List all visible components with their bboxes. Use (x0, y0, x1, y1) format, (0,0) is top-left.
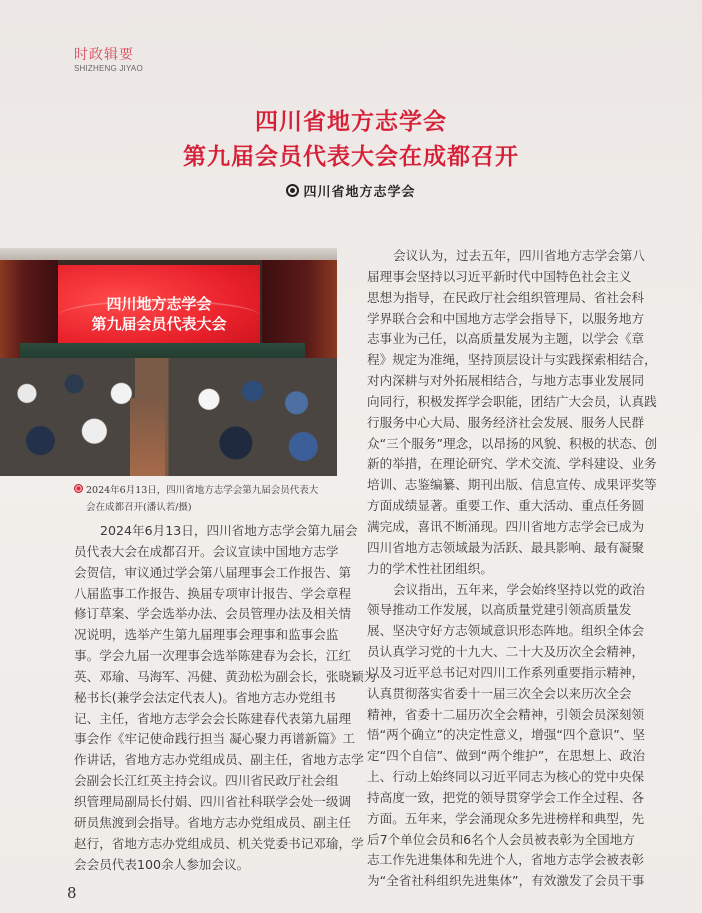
text-line: 织管理局副局长付娟、四川省社科联学会处一级调 (74, 793, 352, 809)
text-line: 对内深耕与对外拓展相结合，与地方志事业发展同 (367, 373, 645, 389)
photo-caption (74, 482, 342, 516)
byline-text: 四川省地方志学会 (303, 185, 416, 200)
text-line: 思想为指导，在民政厅社会组织管理局、省社会科 (367, 289, 645, 305)
text-line: 事会作《牢记使命践行担当 凝心聚力再谱新篇》工 (74, 731, 356, 747)
right-column-text (367, 246, 658, 892)
caption-line2: 会在成都召开(潘认若/摄) (86, 502, 192, 513)
text-line: 研员焦渡到会指导。省地方志办党组成员、副主任 (74, 814, 352, 830)
text-line: 众“三个服务”理念，以昂扬的风貌、积极的状态、创 (367, 435, 658, 451)
text-line: 培训、志鉴编纂、期刊出版、信息宣传、成果评奖等 (367, 477, 657, 493)
text-line: 员代表大会在成都召开。会议宣读中国地方志学 (74, 543, 339, 559)
page-number: 8 (67, 884, 77, 902)
text-line: 后7个单位会员和6名个人会员被表彰为全国地方 (367, 831, 635, 847)
text-line: 悟“两个确立”的决定性意义，增强“四个意识”、坚 (367, 727, 645, 743)
text-line: 志事业为己任，以高质量发展为主题，以学会《章 (367, 331, 645, 347)
section-title-cn: 时政辑要 (74, 47, 134, 63)
text-line: 会议认为，过去五年，四川省地方志学会第八 (393, 248, 645, 263)
screen-text-line2: 第九届会员代表大会 (91, 315, 227, 333)
text-line: 届理事会坚持以习近平新时代中国特色社会主义 (367, 268, 632, 284)
text-line: 八届监事工作报告、换届专项审计报告、学会章程 (74, 585, 352, 601)
text-line: 上、行动上始终同以习近平同志为核心的党中央保 (367, 769, 645, 785)
text-line: 向同行，积极发挥学会职能，团结广大会员，认真践 (367, 393, 657, 409)
text-line: 事。学会九届一次理事会选举陈建春为会长，江红 (74, 648, 352, 664)
text-line: 领导推动工作发展，以高质量党建引领高质量发 (367, 602, 632, 618)
text-line: 新的举措，在理论研究、学术交流、学科建设、业务 (367, 456, 657, 472)
text-line: 力的学术性社团组织。 (367, 560, 493, 576)
caption-bullet-icon (74, 484, 83, 493)
text-line: 认真贯彻落实省委十一届三次全会以来历次全会 (367, 685, 632, 701)
text-line: 学界联合会和中国地方志学会指导下，以服务地方 (367, 310, 645, 326)
left-column-text (74, 521, 377, 875)
text-line: 修订草案、学会选举办法、会员管理办法及相关情 (74, 606, 352, 622)
bullseye-icon (286, 184, 299, 197)
section-title-en: SHIZHENG JIYAO (74, 64, 143, 73)
article-byline (0, 181, 702, 200)
text-line: 方面。五年来，学会涌现众多先进榜样和典型，先 (367, 810, 645, 826)
photo-ceiling (0, 248, 337, 260)
text-line: 2024年6月13日，四川省地方志学会第九届会 (100, 523, 358, 538)
text-line: 秘书长(兼学会法定代表人)。省地方志办党组书 (74, 689, 336, 705)
text-line: 作讲话，省地方志办党组成员、副主任，省地方志学 (74, 752, 364, 768)
text-line: 赵行，省地方志办党组成员、机关党委书记邓瑜，学 (74, 835, 364, 851)
text-line: 行服务中心大局、服务经济社会发展、服务人民群 (367, 414, 645, 430)
text-line: 满完成，喜讯不断涌现。四川省地方志学会已成为 (367, 518, 645, 534)
text-line: 持高度一致，把党的领导贯穿学会工作全过程、各 (367, 789, 645, 805)
text-line: 会议指出，五年来，学会始终坚持以党的政治 (393, 581, 645, 597)
text-line: 况说明，选举产生第九届理事会理事和监事会监 (74, 627, 339, 643)
article-title-line1: 四川省地方志学会 (255, 108, 447, 135)
screen-text-line1: 四川地方志学会 (106, 295, 212, 313)
text-line: 英、邓瑜、马海军、冯健、黄劲松为副会长，张晓颖为 (74, 668, 377, 684)
text-line: 会贺信，审议通过学会第八届理事会工作报告、第 (74, 564, 352, 580)
text-line: 记、主任，省地方志学会会长陈建春代表第九届理 (74, 710, 352, 726)
text-line: 方面成绩显著。重要工作、重大活动、重点任务圆 (367, 498, 645, 514)
photo-red-screen (58, 265, 260, 353)
text-line: 会会员代表100余人参加会议。 (74, 856, 250, 872)
caption-line1: 2024年6月13日，四川省地方志学会第九届会员代表大 (86, 485, 319, 496)
section-header (74, 47, 143, 74)
photo-aisle (130, 398, 165, 476)
text-line: 会副会长江红英主持会议。四川省民政厅社会组 (74, 773, 339, 789)
text-line: 志工作先进集体和先进个人，省地方志学会被表彰 (367, 852, 645, 868)
conference-photo (0, 248, 337, 476)
text-line: 展、坚决守好方志领域意识形态阵地。组织全体会 (367, 623, 645, 639)
text-line: 程》规定为准绳，坚持顶层设计与实践探索相结合， (367, 352, 657, 368)
photo-audience (0, 358, 337, 476)
article-title-line2: 第九届会员代表大会在成都召开 (183, 143, 519, 170)
text-line: 为“全省社科组织先进集体”，有效激发了会员干事 (367, 873, 645, 889)
text-line: 四川省地方志领域最为活跃、最具影响、最有凝聚 (367, 539, 645, 555)
text-line: 定“四个自信”、做到“两个维护”，在思想上、政治 (367, 748, 645, 764)
text-line: 精神，省委十二届历次全会精神，引领会员深刻领 (367, 706, 645, 722)
text-line: 以及习近平总书记对四川工作系列重要指示精神， (367, 664, 645, 680)
text-line: 员认真学习党的十九大、二十大及历次全会精神， (367, 644, 645, 660)
